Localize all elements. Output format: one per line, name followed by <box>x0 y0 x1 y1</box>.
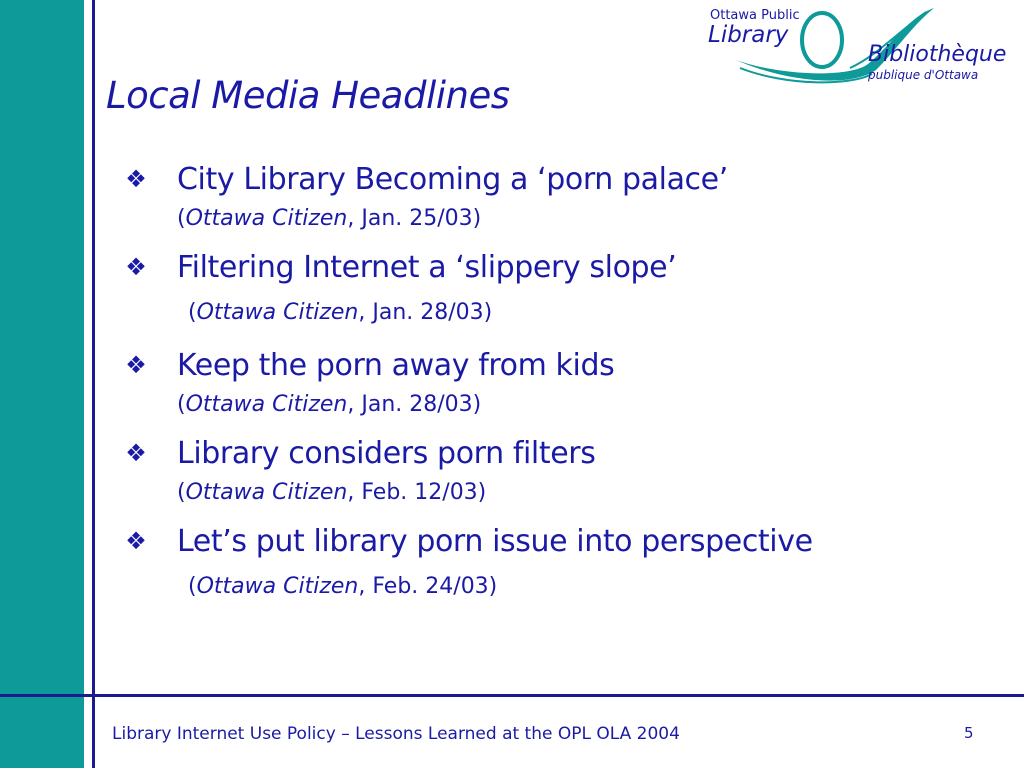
page-number: 5 <box>964 724 974 742</box>
citation: (Ottawa Citizen, Jan. 28/03) <box>177 392 482 417</box>
headline-text: Library considers porn filters <box>177 436 596 471</box>
newspaper-name: Ottawa Citizen <box>196 574 359 599</box>
left-teal-bar <box>0 0 84 768</box>
newspaper-name: Ottawa Citizen <box>185 392 348 417</box>
diamond-bullet-icon: ❖ <box>125 253 147 281</box>
headline-text: Filtering Internet a ‘slippery slope’ <box>177 250 677 285</box>
diamond-bullet-icon: ❖ <box>125 351 147 379</box>
headline-text: City Library Becoming a ‘porn palace’ <box>177 162 728 197</box>
citation: (Ottawa Citizen, Feb. 24/03) <box>188 574 498 599</box>
citation-date: , Jan. 28/03) <box>358 300 493 325</box>
headline-text: Keep the porn away from kids <box>177 348 615 383</box>
footer-text: Library Internet Use Policy – Lessons Learned at the OPL OLA 2004 <box>112 724 680 744</box>
logo-text-publique-dottawa: publique d'Ottawa <box>868 68 979 82</box>
newspaper-name: Ottawa Citizen <box>185 206 348 231</box>
footer-divider <box>0 694 1024 697</box>
slide-title: Local Media Headlines <box>106 74 510 117</box>
vertical-divider <box>92 0 95 768</box>
citation: (Ottawa Citizen, Jan. 25/03) <box>177 206 482 231</box>
logo-text-ottawa-public: Ottawa Public <box>710 8 800 23</box>
diamond-bullet-icon: ❖ <box>125 439 147 467</box>
citation-date: , Jan. 25/03) <box>347 206 482 231</box>
library-logo <box>700 4 1024 88</box>
citation-date: , Feb. 24/03) <box>358 574 498 599</box>
citation-date: , Feb. 12/03) <box>347 480 487 505</box>
citation: (Ottawa Citizen, Feb. 12/03) <box>177 480 487 505</box>
citation: (Ottawa Citizen, Jan. 28/03) <box>188 300 493 325</box>
logo-text-bibliotheque: Bibliothèque <box>868 42 1007 67</box>
diamond-bullet-icon: ❖ <box>125 527 147 555</box>
newspaper-name: Ottawa Citizen <box>185 480 348 505</box>
logo-text-library: Library <box>708 22 789 48</box>
newspaper-name: Ottawa Citizen <box>196 300 359 325</box>
citation-date: , Jan. 28/03) <box>347 392 482 417</box>
headline-text: Let’s put library porn issue into perspective <box>177 524 813 559</box>
diamond-bullet-icon: ❖ <box>125 165 147 193</box>
